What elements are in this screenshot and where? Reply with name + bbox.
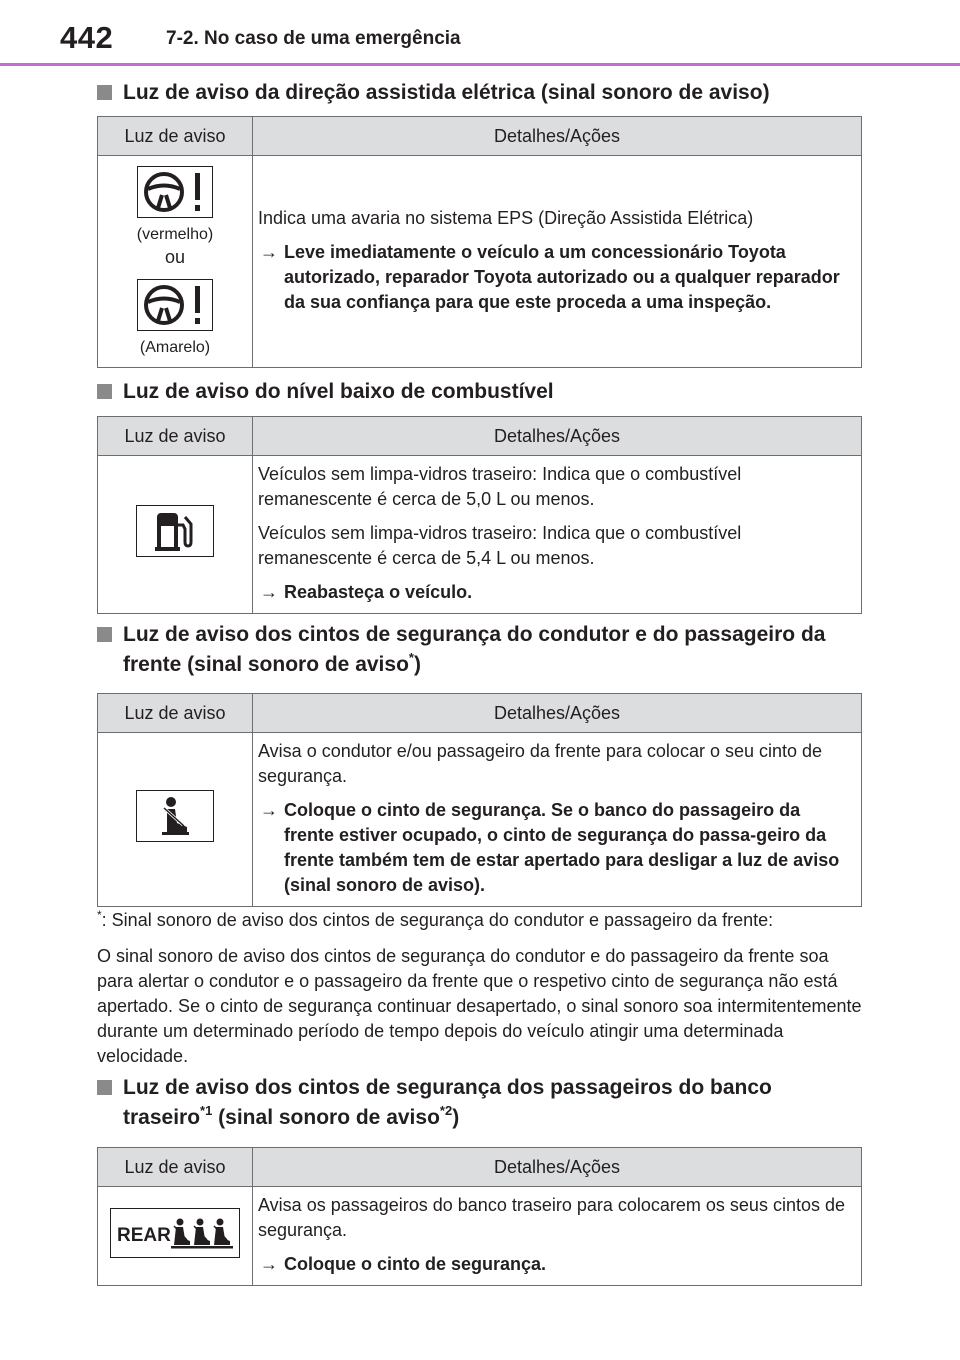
column-header-details: Detalhes/Ações xyxy=(253,694,862,733)
column-header-details: Detalhes/Ações xyxy=(253,1148,862,1187)
section-bullet-icon xyxy=(97,85,112,100)
icon-cell xyxy=(98,1187,253,1286)
icon-cell xyxy=(98,156,253,368)
section-title-front-seatbelt: Luz de aviso dos cintos de segurança do condutor e do passageiro da frente (sinal sonoro de aviso*) xyxy=(97,620,857,680)
section-title-fuel: Luz de aviso do nível baixo de combustível xyxy=(97,377,554,407)
warning-table-eps xyxy=(97,116,862,368)
column-header-icon: Luz de aviso xyxy=(98,117,253,156)
column-header-icon: Luz de aviso xyxy=(98,694,253,733)
rear-icon-text: REAR xyxy=(117,1224,171,1246)
rear-seatbelt-icon xyxy=(110,1208,240,1258)
description-text: Avisa o condutor e/ou passageiro da frente para colocar o seu cinto de segurança. xyxy=(258,741,823,786)
icon-label-red: (vermelho) xyxy=(136,225,214,243)
column-header-details: Detalhes/Ações xyxy=(253,417,862,456)
section-bullet-icon xyxy=(97,627,112,642)
action-text: → Leve imediatamente o veículo a um concessionário Toyota autorizado, reparador Toyota autorizado ou a qualquer reparador da sua confiança para que este proceda a uma inspeção. xyxy=(260,242,840,312)
description-text: Avisa os passageiros do banco traseiro para colocarem os seus cintos de segurança. xyxy=(258,1195,845,1240)
details-cell xyxy=(253,733,862,907)
details-cell xyxy=(253,1187,862,1286)
description-text: Veículos sem limpa-vidros traseiro: Indica que o combustível remanescente é cerca de 5,4 L ou menos. xyxy=(258,523,742,568)
page-header xyxy=(0,0,960,66)
chapter-title: 7-2. No caso de uma emergência xyxy=(166,28,461,49)
action-text: → Coloque o cinto de segurança. Se o banco do passageiro da frente estiver ocupado, o cinto de segurança do passa-geiro da frente também tem de estar apertado para desligar a luz de aviso (sinal sonoro de aviso). xyxy=(260,800,840,895)
section-bullet-icon xyxy=(97,1080,112,1095)
column-header-icon: Luz de aviso xyxy=(98,417,253,456)
footnote: *: Sinal sonoro de aviso dos cintos de segurança do condutor e passageiro da frente: xyxy=(97,908,774,930)
description-text: Veículos sem limpa-vidros traseiro: Indica que o combustível remanescente é cerca de 5,0 L ou menos. xyxy=(258,464,742,509)
action-text: → Coloque o cinto de segurança. xyxy=(260,1254,547,1274)
details-cell xyxy=(253,156,862,368)
warning-table-rear-seatbelt xyxy=(97,1147,862,1286)
details-cell xyxy=(253,456,862,614)
column-header-details: Detalhes/Ações xyxy=(253,117,862,156)
header-rule xyxy=(0,63,960,66)
warning-table-fuel xyxy=(97,416,862,614)
or-text: ou xyxy=(164,246,186,267)
page-number: 442 xyxy=(60,20,114,55)
steering-warning-icon xyxy=(137,166,213,218)
seatbelt-icon xyxy=(136,790,214,842)
steering-warning-icon xyxy=(137,279,213,331)
column-header-icon: Luz de aviso xyxy=(98,1148,253,1187)
fuel-pump-icon xyxy=(136,505,214,557)
icon-label-amber: (Amarelo) xyxy=(139,338,211,356)
icon-cell xyxy=(98,456,253,614)
body-paragraph: O sinal sonoro de aviso dos cintos de segurança do condutor e do passageiro da frente soa para alertar o condutor e o passageiro da frente que o respetivo cinto de segurança não está apertado. Se o cinto de segurança continuar desapertado, o sinal sonoro soa intermitentemente durante um determinado período de tempo depois do veículo atingir uma determinada velocidade. xyxy=(97,946,862,1066)
section-bullet-icon xyxy=(97,384,112,399)
warning-table-front-seatbelt xyxy=(97,693,862,907)
description-text: Indica uma avaria no sistema EPS (Direção Assistida Elétrica) xyxy=(258,208,754,228)
icon-cell xyxy=(98,733,253,907)
section-title-rear-seatbelt: Luz de aviso dos cintos de segurança dos passageiros do banco traseiro$^{*1}$ (sinal sonoro de aviso$^{*2}$) xyxy=(97,1073,857,1133)
section-title-eps: Luz de aviso da direção assistida elétrica (sinal sonoro de aviso) xyxy=(97,78,770,108)
action-text: → Reabasteça o veículo. xyxy=(260,582,473,602)
